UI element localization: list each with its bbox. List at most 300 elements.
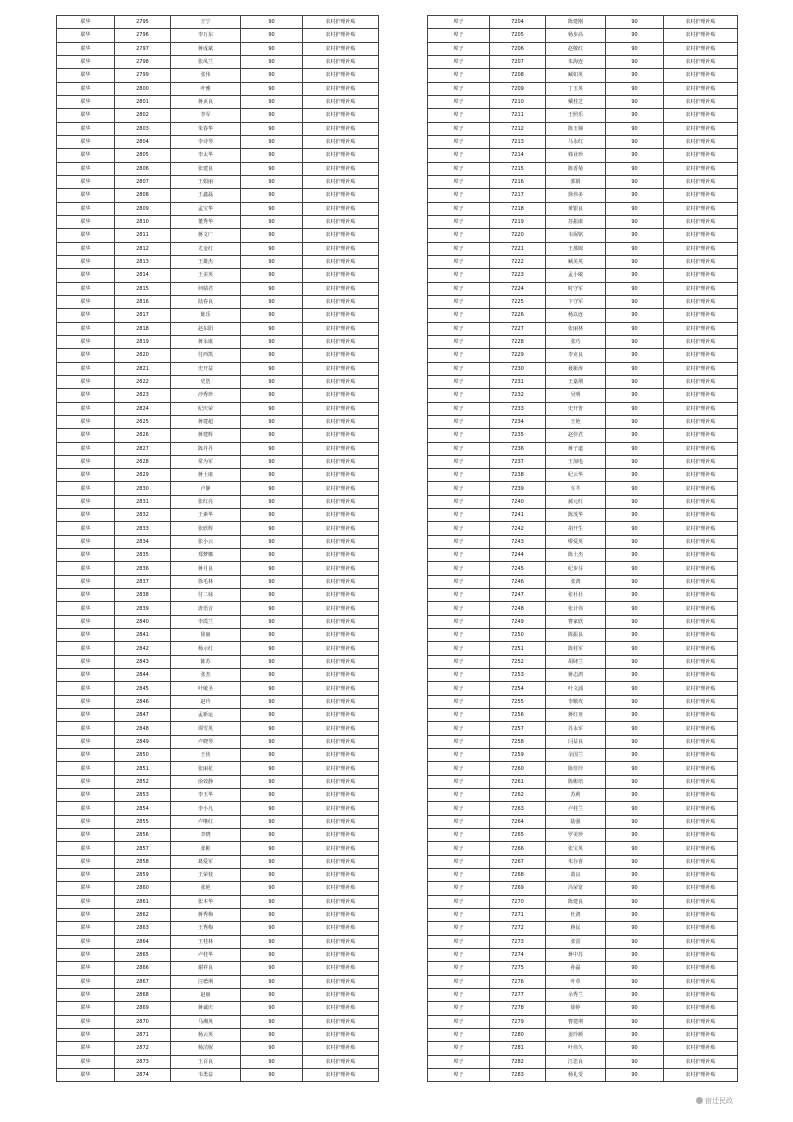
name-cell: 姜玲颜 <box>546 1028 606 1041</box>
number-cell: 7230 <box>490 362 546 375</box>
district-cell: 联华 <box>57 922 115 935</box>
category-cell: 农村护理补贴 <box>664 402 738 415</box>
category-cell: 农村护理补贴 <box>664 709 738 722</box>
district-cell: 联华 <box>57 175 115 188</box>
amount-cell: 90 <box>606 362 664 375</box>
district-cell: 联华 <box>57 589 115 602</box>
district-cell: 联华 <box>57 389 115 402</box>
category-cell: 农村护理补贴 <box>664 855 738 868</box>
amount-cell: 90 <box>606 842 664 855</box>
number-cell: 7258 <box>490 735 546 748</box>
amount-cell: 90 <box>241 29 303 42</box>
category-cell: 农村护理补贴 <box>664 602 738 615</box>
name-cell: 王艳 <box>546 415 606 428</box>
table-row <box>428 389 738 402</box>
amount-cell: 90 <box>606 55 664 68</box>
number-cell: 2829 <box>115 469 171 482</box>
category-cell: 农村护理补贴 <box>664 988 738 1001</box>
amount-cell: 90 <box>606 882 664 895</box>
district-cell: 埠子 <box>428 215 490 228</box>
category-cell: 农村护理补贴 <box>303 655 379 668</box>
name-cell: 叶草 <box>546 975 606 988</box>
number-cell: 2834 <box>115 535 171 548</box>
table-row <box>57 215 379 228</box>
amount-cell: 90 <box>606 815 664 828</box>
category-cell: 农村护理补贴 <box>303 402 379 415</box>
number-cell: 7270 <box>490 895 546 908</box>
number-cell: 2868 <box>115 988 171 1001</box>
number-cell: 7245 <box>490 562 546 575</box>
category-cell: 农村护理补贴 <box>664 335 738 348</box>
table-row <box>57 402 379 415</box>
name-cell: 陆春良 <box>171 295 241 308</box>
number-cell: 7249 <box>490 615 546 628</box>
name-cell: 陈乐 <box>171 309 241 322</box>
name-cell: 徐伟多 <box>546 189 606 202</box>
number-cell: 7213 <box>490 135 546 148</box>
category-cell: 农村护理补贴 <box>664 1028 738 1041</box>
name-cell: 蒋志鸿 <box>546 669 606 682</box>
category-cell: 农村护理补贴 <box>303 309 379 322</box>
amount-cell: 90 <box>606 642 664 655</box>
name-cell: 王宁 <box>171 16 241 29</box>
number-cell: 2810 <box>115 215 171 228</box>
table-row <box>428 455 738 468</box>
category-cell: 农村护理补贴 <box>664 229 738 242</box>
category-cell: 农村护理补贴 <box>303 215 379 228</box>
category-cell: 农村护理补贴 <box>664 95 738 108</box>
table-row <box>428 322 738 335</box>
district-cell: 埠子 <box>428 735 490 748</box>
watermark <box>694 1096 735 1106</box>
amount-cell: 90 <box>241 175 303 188</box>
amount-cell: 90 <box>241 695 303 708</box>
table-row <box>57 455 379 468</box>
table-row <box>428 29 738 42</box>
category-cell: 农村护理补贴 <box>303 802 379 815</box>
district-cell: 联华 <box>57 549 115 562</box>
district-cell: 埠子 <box>428 349 490 362</box>
number-cell: 2851 <box>115 762 171 775</box>
district-cell: 埠子 <box>428 175 490 188</box>
district-cell: 埠子 <box>428 922 490 935</box>
table-row <box>57 722 379 735</box>
district-cell: 联华 <box>57 349 115 362</box>
district-cell: 联华 <box>57 575 115 588</box>
category-cell: 农村护理补贴 <box>303 349 379 362</box>
district-cell: 埠子 <box>428 669 490 682</box>
district-cell: 联华 <box>57 242 115 255</box>
number-cell: 2830 <box>115 482 171 495</box>
district-cell: 埠子 <box>428 282 490 295</box>
number-cell: 7215 <box>490 162 546 175</box>
number-cell: 7267 <box>490 855 546 868</box>
number-cell: 7240 <box>490 495 546 508</box>
amount-cell: 90 <box>241 948 303 961</box>
name-cell: 李军 <box>171 109 241 122</box>
category-cell: 农村护理补贴 <box>664 189 738 202</box>
amount-cell: 90 <box>606 615 664 628</box>
number-cell: 2862 <box>115 908 171 921</box>
amount-cell: 90 <box>241 309 303 322</box>
district-cell: 联华 <box>57 69 115 82</box>
name-cell: 臧美英 <box>546 255 606 268</box>
number-cell: 7232 <box>490 389 546 402</box>
amount-cell: 90 <box>606 215 664 228</box>
category-cell: 农村护理补贴 <box>303 735 379 748</box>
name-cell: 陈桂军 <box>546 642 606 655</box>
name-cell: 江思良 <box>546 1055 606 1068</box>
name-cell: 郭娟 <box>546 175 606 188</box>
number-cell: 7231 <box>490 375 546 388</box>
table-row <box>428 269 738 282</box>
district-cell: 埠子 <box>428 495 490 508</box>
number-cell: 2845 <box>115 682 171 695</box>
district-cell: 联华 <box>57 762 115 775</box>
amount-cell: 90 <box>241 242 303 255</box>
name-cell: 蒋永康 <box>171 335 241 348</box>
name-cell: 胡开生 <box>546 522 606 535</box>
table-row <box>57 442 379 455</box>
district-cell: 联华 <box>57 42 115 55</box>
amount-cell: 90 <box>606 429 664 442</box>
amount-cell: 90 <box>606 1055 664 1068</box>
table-row <box>428 975 738 988</box>
district-cell: 埠子 <box>428 509 490 522</box>
name-cell: 杨示红 <box>171 642 241 655</box>
number-cell: 2796 <box>115 29 171 42</box>
district-cell: 埠子 <box>428 295 490 308</box>
category-cell: 农村护理补贴 <box>303 775 379 788</box>
district-cell: 埠子 <box>428 855 490 868</box>
category-cell: 农村护理补贴 <box>303 988 379 1001</box>
district-cell: 联华 <box>57 522 115 535</box>
number-cell: 2848 <box>115 722 171 735</box>
name-cell: 张小云 <box>171 535 241 548</box>
amount-cell: 90 <box>241 375 303 388</box>
number-cell: 2825 <box>115 415 171 428</box>
district-cell: 埠子 <box>428 1028 490 1041</box>
category-cell: 农村护理补贴 <box>303 749 379 762</box>
category-cell: 农村护理补贴 <box>303 162 379 175</box>
table-row <box>57 255 379 268</box>
category-cell: 农村护理补贴 <box>664 575 738 588</box>
table-row <box>57 829 379 842</box>
name-cell: 王嘉荆 <box>546 375 606 388</box>
district-cell: 埠子 <box>428 988 490 1001</box>
name-cell: 唐语音 <box>171 602 241 615</box>
number-cell: 7280 <box>490 1028 546 1041</box>
table-row <box>428 482 738 495</box>
table-row <box>57 349 379 362</box>
amount-cell: 90 <box>241 442 303 455</box>
category-cell: 农村护理补贴 <box>664 215 738 228</box>
district-cell: 联华 <box>57 335 115 348</box>
number-cell: 7261 <box>490 775 546 788</box>
table-row <box>428 775 738 788</box>
category-cell: 农村护理补贴 <box>303 415 379 428</box>
district-cell: 联华 <box>57 402 115 415</box>
category-cell: 农村护理补贴 <box>303 1015 379 1028</box>
number-cell: 2833 <box>115 522 171 535</box>
table-row <box>428 509 738 522</box>
number-cell: 7277 <box>490 988 546 1001</box>
number-cell: 2854 <box>115 802 171 815</box>
name-cell: 董秀华 <box>171 215 241 228</box>
district-cell: 埠子 <box>428 908 490 921</box>
name-cell: 赵佳君 <box>546 429 606 442</box>
table-row <box>428 908 738 921</box>
number-cell: 7226 <box>490 309 546 322</box>
number-cell: 7222 <box>490 255 546 268</box>
number-cell: 2800 <box>115 82 171 95</box>
district-cell: 联华 <box>57 602 115 615</box>
amount-cell: 90 <box>606 455 664 468</box>
name-cell: 杨云英 <box>171 1028 241 1041</box>
amount-cell: 90 <box>606 242 664 255</box>
table-row <box>57 1015 379 1028</box>
category-cell: 农村护理补贴 <box>303 855 379 868</box>
name-cell: 常为军 <box>171 455 241 468</box>
district-cell: 联华 <box>57 629 115 642</box>
amount-cell: 90 <box>606 789 664 802</box>
name-cell: 孟宝华 <box>171 202 241 215</box>
number-cell: 7265 <box>490 829 546 842</box>
amount-cell: 90 <box>241 149 303 162</box>
table-row <box>428 429 738 442</box>
number-cell: 2804 <box>115 135 171 148</box>
category-cell: 农村护理补贴 <box>303 1055 379 1068</box>
amount-cell: 90 <box>241 562 303 575</box>
amount-cell: 90 <box>241 455 303 468</box>
name-cell: 王美英 <box>171 269 241 282</box>
name-cell: 李霞兰 <box>171 615 241 628</box>
amount-cell: 90 <box>606 575 664 588</box>
district-cell: 联华 <box>57 1055 115 1068</box>
amount-cell: 90 <box>241 535 303 548</box>
table-row <box>428 469 738 482</box>
district-cell: 联华 <box>57 189 115 202</box>
category-cell: 农村护理补贴 <box>303 962 379 975</box>
amount-cell: 90 <box>606 988 664 1001</box>
amount-cell: 90 <box>606 229 664 242</box>
name-cell: 谢祥良 <box>171 962 241 975</box>
name-cell: 张杰 <box>171 669 241 682</box>
district-cell: 联华 <box>57 429 115 442</box>
table-row <box>428 602 738 615</box>
table-row <box>428 309 738 322</box>
amount-cell: 90 <box>241 829 303 842</box>
table-row <box>57 602 379 615</box>
amount-cell: 90 <box>606 829 664 842</box>
table-row <box>428 495 738 508</box>
number-cell: 2838 <box>115 589 171 602</box>
name-cell: 杨洁妮 <box>171 1042 241 1055</box>
category-cell: 农村护理补贴 <box>664 309 738 322</box>
number-cell: 7274 <box>490 948 546 961</box>
name-cell: 孙磊 <box>546 962 606 975</box>
amount-cell: 90 <box>241 482 303 495</box>
name-cell: 韦勇益 <box>171 1068 241 1081</box>
number-cell: 2853 <box>115 789 171 802</box>
category-cell: 农村护理补贴 <box>303 908 379 921</box>
category-cell: 农村护理补贴 <box>303 575 379 588</box>
amount-cell: 90 <box>241 109 303 122</box>
table-row <box>428 1068 738 1081</box>
category-cell: 农村护理补贴 <box>303 109 379 122</box>
amount-cell: 90 <box>241 389 303 402</box>
number-cell: 7275 <box>490 962 546 975</box>
district-cell: 联华 <box>57 895 115 908</box>
name-cell: 张巧 <box>546 335 606 348</box>
district-cell: 联华 <box>57 829 115 842</box>
district-cell: 埠子 <box>428 189 490 202</box>
name-cell: 车芊 <box>546 482 606 495</box>
number-cell: 7219 <box>490 215 546 228</box>
category-cell: 农村护理补贴 <box>303 269 379 282</box>
number-cell: 7237 <box>490 455 546 468</box>
name-cell: 沙秀珍 <box>171 389 241 402</box>
district-cell: 埠子 <box>428 269 490 282</box>
table-row <box>428 202 738 215</box>
number-cell: 2814 <box>115 269 171 282</box>
table-row <box>57 122 379 135</box>
district-cell: 联华 <box>57 1068 115 1081</box>
district-cell: 埠子 <box>428 82 490 95</box>
number-cell: 7217 <box>490 189 546 202</box>
name-cell: 徐丽 <box>171 629 241 642</box>
number-cell: 7229 <box>490 349 546 362</box>
table-row <box>428 615 738 628</box>
table-row <box>57 482 379 495</box>
number-cell: 7252 <box>490 655 546 668</box>
number-cell: 2827 <box>115 442 171 455</box>
category-cell: 农村护理补贴 <box>303 509 379 522</box>
number-cell: 2846 <box>115 695 171 708</box>
name-cell: 史开益 <box>171 362 241 375</box>
name-cell: 李晓 <box>171 829 241 842</box>
district-cell: 埠子 <box>428 482 490 495</box>
name-cell: 卢桂华 <box>171 948 241 961</box>
table-row <box>428 722 738 735</box>
amount-cell: 90 <box>606 95 664 108</box>
amount-cell: 90 <box>606 975 664 988</box>
amount-cell: 90 <box>606 589 664 602</box>
category-cell: 农村护理补贴 <box>664 415 738 428</box>
number-cell: 7266 <box>490 842 546 855</box>
number-cell: 7227 <box>490 322 546 335</box>
number-cell: 2871 <box>115 1028 171 1041</box>
amount-cell: 90 <box>606 855 664 868</box>
name-cell: 李克良 <box>546 349 606 362</box>
number-cell: 7214 <box>490 149 546 162</box>
category-cell: 农村护理补贴 <box>303 255 379 268</box>
district-cell: 埠子 <box>428 629 490 642</box>
district-cell: 埠子 <box>428 895 490 908</box>
name-cell: 陈佳玲 <box>546 762 606 775</box>
name-cell: 蒋贞良 <box>171 95 241 108</box>
table-row <box>57 42 379 55</box>
number-cell: 7221 <box>490 242 546 255</box>
district-cell: 联华 <box>57 309 115 322</box>
category-cell: 农村护理补贴 <box>303 149 379 162</box>
district-cell: 埠子 <box>428 615 490 628</box>
table-row <box>57 815 379 828</box>
number-cell: 7242 <box>490 522 546 535</box>
number-cell: 7276 <box>490 975 546 988</box>
district-cell: 联华 <box>57 749 115 762</box>
name-cell: 李诗琴 <box>171 135 241 148</box>
number-cell: 2842 <box>115 642 171 655</box>
category-cell: 农村护理补贴 <box>664 82 738 95</box>
table-row <box>428 1042 738 1055</box>
number-cell: 2798 <box>115 55 171 68</box>
name-cell: 王秀梅 <box>171 922 241 935</box>
category-cell: 农村护理补贴 <box>664 29 738 42</box>
district-cell: 埠子 <box>428 335 490 348</box>
table-row <box>428 229 738 242</box>
table-row <box>57 842 379 855</box>
name-cell: 蒋文广 <box>171 229 241 242</box>
name-cell: 张彬 <box>171 842 241 855</box>
number-cell: 7233 <box>490 402 546 415</box>
table-row <box>428 869 738 882</box>
amount-cell: 90 <box>241 935 303 948</box>
table-row <box>57 429 379 442</box>
number-cell: 2817 <box>115 309 171 322</box>
district-cell: 埠子 <box>428 402 490 415</box>
table-row <box>428 829 738 842</box>
number-cell: 7264 <box>490 815 546 828</box>
table-row <box>428 55 738 68</box>
number-cell: 2819 <box>115 335 171 348</box>
amount-cell: 90 <box>241 655 303 668</box>
amount-cell: 90 <box>606 922 664 935</box>
amount-cell: 90 <box>606 948 664 961</box>
table-row <box>57 55 379 68</box>
amount-cell: 90 <box>241 1002 303 1015</box>
table-row <box>57 682 379 695</box>
table-row <box>428 82 738 95</box>
name-cell: 吴明 <box>546 389 606 402</box>
table-row <box>428 282 738 295</box>
number-cell: 7223 <box>490 269 546 282</box>
table-row <box>428 948 738 961</box>
table-row <box>57 709 379 722</box>
category-cell: 农村护理补贴 <box>303 695 379 708</box>
category-cell: 农村护理补贴 <box>664 495 738 508</box>
district-cell: 联华 <box>57 202 115 215</box>
table-row <box>428 749 738 762</box>
name-cell: 蒋月良 <box>171 562 241 575</box>
table-row <box>57 415 379 428</box>
district-cell: 联华 <box>57 695 115 708</box>
category-cell: 农村护理补贴 <box>664 549 738 562</box>
amount-cell: 90 <box>606 82 664 95</box>
name-cell: 李小凡 <box>171 802 241 815</box>
name-cell: 张宝英 <box>546 842 606 855</box>
district-cell: 联华 <box>57 722 115 735</box>
name-cell: 蒋成斌 <box>171 42 241 55</box>
name-cell: 葛爱军 <box>171 855 241 868</box>
amount-cell: 90 <box>606 562 664 575</box>
category-cell: 农村护理补贴 <box>303 442 379 455</box>
table-row <box>57 242 379 255</box>
table-row <box>428 375 738 388</box>
table-row <box>428 255 738 268</box>
name-cell: 蒋士康 <box>171 469 241 482</box>
table-row <box>428 42 738 55</box>
